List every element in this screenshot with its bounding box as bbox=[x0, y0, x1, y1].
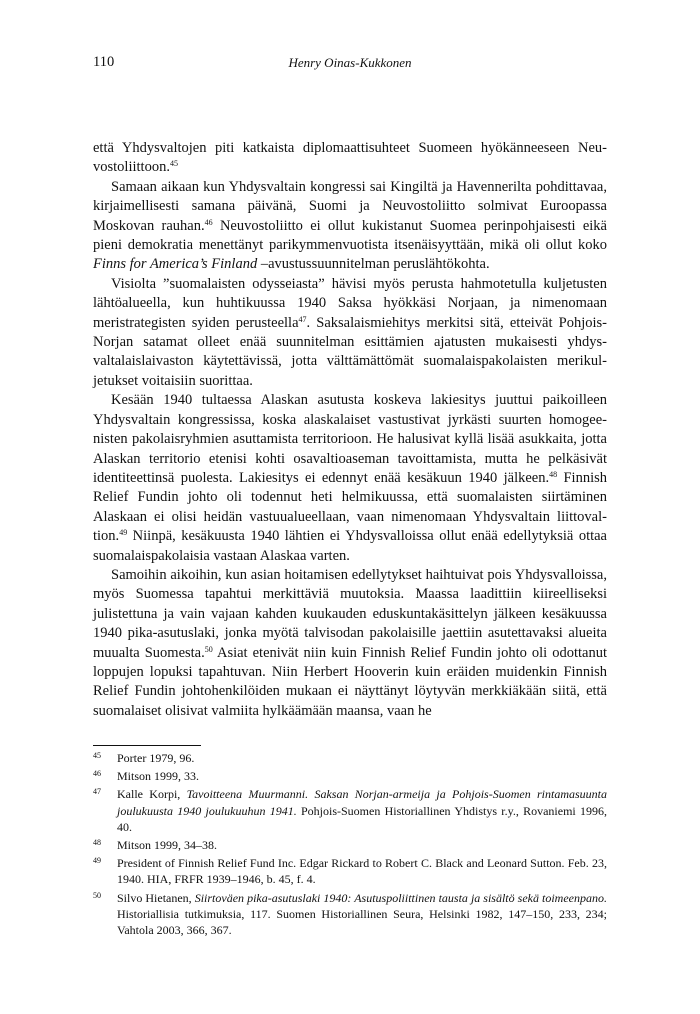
paragraph-5: Samoihin aikoihin, kun asian hoitamisen edellytykset haihtuivat pois Yhdysvalloissa, myös Suomessa tapahtui merkittäviä muutoksia. Maassa laadittiin kiireelliseksi julistettuna ja vain vajaan kahden kuukauden eduskuntakäsittelyn jälkeen kesäkuussa 1940 pika-asutuslaki, jonka myötä talvisodan pakolaisille jaettiin asutettavaksi alueita muualta Suomesta.$^{50}$ Asiat etenivät niin kuin Finnish Relief Fundin johto oli odottanut loppujen lopuksi tapahtuvan. Niin Herbert Hooverin kuin eräiden muidenkin Finnish Relief Fundin johtohenkilöiden mukaan ei näyttänyt löytyvän merkkiäkään siitä, että suomalaiset olisivat valmiita hylkäämään maansa, vaan he bbox=[93, 566, 607, 719]
footnote-ref-46: 46 bbox=[204, 217, 213, 227]
footnote-49: 49 President of Finnish Relief Fund Inc. Edgar Rickard to Robert C. Black and Leonard Sutton. Feb. 23, 1940. HIA, FRFR 1939–1946, b. 45, f. 4. bbox=[93, 856, 607, 887]
footnote-ref-45: 45 bbox=[169, 159, 178, 169]
footnote-ref-47: 47 bbox=[298, 314, 307, 324]
body-text bbox=[93, 139, 607, 721]
paragraph-1: että Yhdysvaltojen piti katkaista diplomaattisuhteet Suomeen hyökänneeseen Neuvostoliittoon.$^{45}$ bbox=[93, 140, 607, 176]
footnote-45: 45 Porter 1979, 96. bbox=[93, 751, 195, 765]
footnotes bbox=[93, 745, 607, 940]
paragraph-2: Samaan aikaan kun Yhdysvaltain kongressi sai Kingiltä ja Havennerilta pohdittavaa, kirjaimellisesti samana päivänä, Suomi ja Neuvostoliitto solmivat Euroopassa Moskovan rauhan.$^{46}$ Neuvostoliitto ei ollut kukistanut Suomea perinpohjaisesti eikä pieni demokratia menettänyt parikymmenvuotista itsenäisyyttään, mikä oli ollut koko Finns for America’s Finland –avustussuunnitelman peruslähtökohta. bbox=[93, 178, 607, 273]
footnote-48: 48 Mitson 1999, 34–38. bbox=[93, 838, 218, 853]
footnote-ref-49: 49 bbox=[119, 528, 128, 538]
italic-title: Finns for America’s Finland bbox=[93, 256, 258, 273]
paragraph-4: Kesään 1940 tultaessa Alaskan asutusta koskeva lakiesitys juuttui paikoilleen Yhdysvaltain kongressissa, koska alaskalaiset vastustivat jyrkästi suurten homogeenisten pakolaisryhmien asuttamista territorioon. He halusivat kyllä lisää asukkaita, jotta Alaskan territorio etenisi kohti osavaltioaseman tavoittamista, mutta he pelkäsivät identiteettinsä puolesta. Lakiesitys ei edennyt enää kesäkuun 1940 jälkeen.$^{48}$ Finnish Relief Fundin johto oli todennut heti helmikuussa, että suomalaisten siirtäminen Alaskaan ei olisi heidän vastuualueellaan, vaan nimenomaan Yhdysvaltain liittovaltion.$^{49}$ Niinpä, kesäkuusta 1940 lähtien ei Yhdysvalloissa ollut enää edellytyksiä ottaa suomalaispakolaisia vastaan Alaskaa varten. bbox=[93, 392, 608, 564]
running-head: Henry Oinas-Kukkonen bbox=[288, 55, 412, 70]
paragraph-3: Visiolta ”suomalaisten odysseiasta” hävisi myös perusta hahmotetulla kuljetusten lähtöalueella, kun huhtikuussa 1940 Saksa hyökkäsi Norjaan, ja nimenomaan meristrategisten syiden perusteella$^{47}$. Saksalaismiehitys merkitsi sitä, etteivät Pohjois-Norjan satamat olleet enää suunnitelman esittämien ajatusten mukaisesti yhdysvaltalaislaivaston käytettävissä, jotta välttämättömät suomalaispakolaisten merikuljetukset voitaisiin suorittaa. bbox=[93, 275, 607, 389]
page-header bbox=[93, 54, 607, 74]
footnote-50: 50 Silvo Hietanen, Siirtoväen pika-asutuslaki 1940: Asutuspoliittinen tausta ja sisältö sekä toimeenpano. Historiallisia tutkimuksia, 117. Suomen Historiallinen Seura, Helsinki 1982, 147–150, 233, 234; Vahtola 2003, 366, 367. bbox=[93, 890, 608, 938]
page-number: 110 bbox=[93, 54, 115, 70]
footnote-46: 46 Mitson 1999, 33. bbox=[93, 769, 200, 784]
footnote-ref-50: 50 bbox=[204, 644, 213, 654]
footnote-divider bbox=[93, 745, 201, 746]
footnote-ref-48: 48 bbox=[549, 469, 558, 479]
footnote-47: 47 Kalle Korpi, Tavoitteena Muurmanni. Saksan Norjan-armeija ja Pohjois-Suomen rintamasuunta joulukuusta 1940 joulukuuhun 1941. Pohjois-Suomen Historiallinen Yhdistys r.y., Rovaniemi 1996, 40. bbox=[93, 787, 608, 834]
